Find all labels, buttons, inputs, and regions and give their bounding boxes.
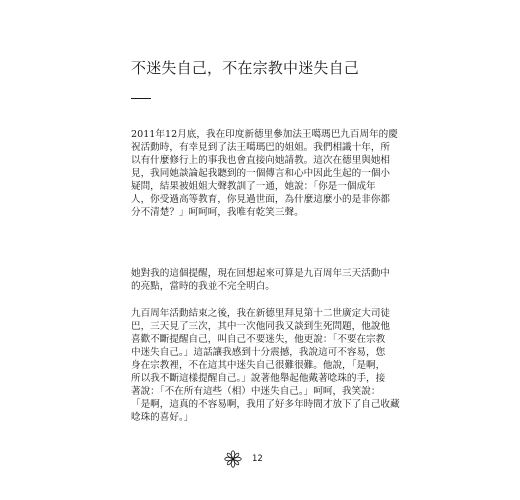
text-line: 所以我不斷這樣提醒自己。」說著他舉起他戴著唸珠的手，接 [131,373,386,384]
paragraph-3 [131,307,400,424]
text-line: 分不清楚？」呵呵呵，我唯有乾笑三聲。 [131,207,304,218]
text-line: 喜歡不斷提醒自己，叫自己不要迷失，他更說：「不要在宗教 [131,334,386,345]
lotus-flower-icon [224,450,242,468]
text-line: 她對我的這個提醒，現在回想起來可算是九百周年三天活動中 [131,268,391,279]
text-line: 著說：「不在所有這些（相）中迷失自己。」呵呵，我笑說： [131,386,381,397]
paragraph-1 [131,128,398,219]
text-line: 2011年12月底，我在印度新德里參加法王噶瑪巴九百周年的慶 [131,129,398,140]
text-line: 祝活動時，有幸見到了法王噶瑪巴的姐姐。我們相識十年，所 [131,142,391,153]
page-footer [224,450,263,468]
page-title: 不迷失自己，不在宗教中迷失自己 [131,59,360,77]
text-line: 以有什麼修行上的事我也會直接向她請教。這次在德里與她相 [131,155,391,166]
page-number: 12 [252,454,263,464]
text-line: 身在宗教裡，不在這其中迷失自己很難很難。他說，「是啊， [131,360,386,371]
text-line: 的亮點，當時的我並不完全明白。 [131,281,275,292]
text-line: 「是啊，這真的不容易啊，我用了好多年時間才放下了自己收藏 [131,399,400,410]
text-line: 中迷失自己。」這話讓我感到十分震撼，我說這可不容易，您 [131,347,386,358]
paragraph-2 [131,267,393,293]
text-line: 巴，三天見了三次，其中一次他同我又談到生死問題，他說他 [131,321,391,332]
text-line: 見，我同她談論起我聽到的一個傳言和心中因此生起的一個小 [131,168,391,179]
text-line: 人，你受過高等教育，你見過世面，為什麼這麼小的是非你都 [131,194,391,205]
title-rule [131,98,151,99]
text-line: 九百周年活動結束之後，我在新德里拜見第十二世廣定大司徒 [131,308,391,319]
text-line: 唸珠的喜好。」 [131,412,194,423]
text-line: 疑問，結果被姐姐大聲教訓了一通，她說：「你是一個成年 [131,181,376,192]
